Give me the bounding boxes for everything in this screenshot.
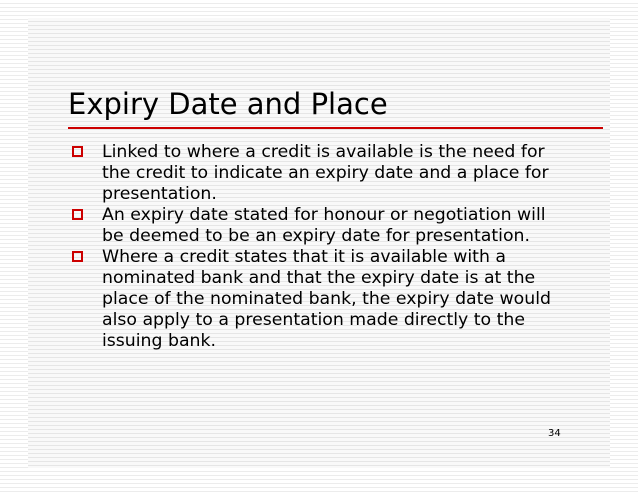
bullet-item: [72, 142, 572, 205]
bullet-item: [72, 247, 572, 352]
page-number: 34: [548, 428, 561, 439]
bullet-item: [72, 205, 572, 247]
title-underline: [68, 127, 603, 129]
bullet-list: [72, 142, 572, 352]
square-bullet-icon: [72, 146, 83, 157]
bullet-text: Linked to where a credit is available is the need for the credit to indicate an expiry date and a place for presentation.: [102, 142, 549, 204]
square-bullet-icon: [72, 251, 83, 262]
bullet-text: An expiry date stated for honour or negotiation will be deemed to be an expiry date for presentation.: [102, 205, 546, 246]
square-bullet-icon: [72, 209, 83, 220]
slide-title: Expiry Date and Place: [68, 87, 388, 121]
bullet-text: Where a credit states that it is available with a nominated bank and that the expiry date is at the place of the nominated bank, the expiry date would also apply to a presentation made directly to the issuing bank.: [102, 247, 551, 351]
